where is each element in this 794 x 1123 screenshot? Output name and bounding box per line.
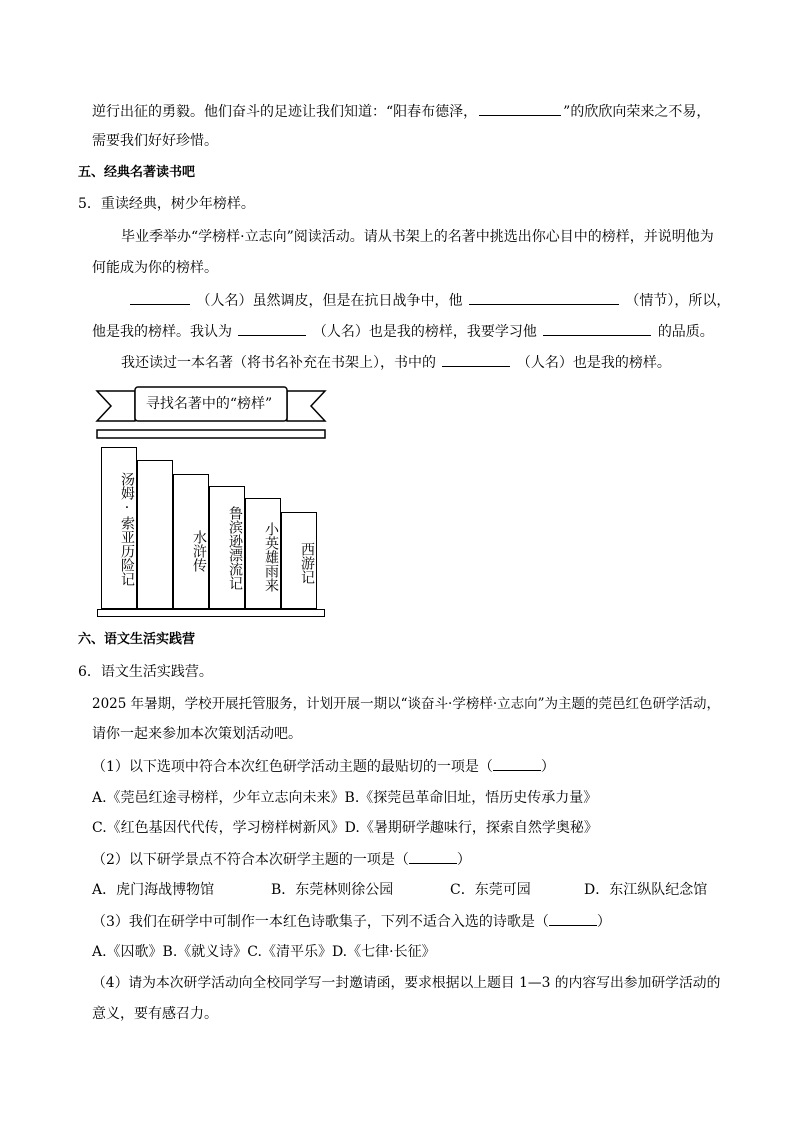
book-spine bbox=[245, 498, 281, 609]
book-spine bbox=[101, 447, 137, 609]
paragraph-line: 何能成为你的榜样。 bbox=[92, 260, 218, 276]
text: 我还读过一本名著（将书名补充在书架上），书中的 bbox=[121, 355, 436, 371]
book-title bbox=[138, 469, 172, 599]
book-spine bbox=[281, 512, 317, 609]
options-line: C.《红色基因代代传，学习榜样树新风》D.《暑期研学趣味行，探索自然学奥秘》 bbox=[92, 820, 598, 836]
book-title: 西游记 bbox=[299, 542, 315, 584]
sub-question bbox=[92, 849, 471, 870]
options-line: A.《莞邑红途寻榜样，少年立志向未来》B.《探莞邑革命旧址，悟历史传承力量》 bbox=[92, 790, 598, 806]
text: （1）以下选项中符合本次红色研学活动主题的最贴切的一项是（ bbox=[92, 759, 493, 775]
book-spine bbox=[173, 474, 209, 609]
text: 的品质。 bbox=[657, 324, 714, 340]
text: ”的欣欣向荣来之不易， bbox=[563, 104, 711, 120]
text: 他是我的榜样。我认为 bbox=[92, 324, 232, 340]
book-title: 鲁滨逊漂流记 bbox=[227, 506, 243, 590]
text: （人名）也是我的榜样，我要学习他 bbox=[312, 324, 537, 340]
answer-blank[interactable] bbox=[549, 911, 597, 926]
answer-blank[interactable] bbox=[493, 756, 541, 771]
text: （情节），所以， bbox=[625, 293, 731, 309]
question-title: 6．语文生活实践营。 bbox=[78, 664, 213, 680]
option-a[interactable]: A．虎门海战博物馆 bbox=[92, 882, 215, 898]
option-d[interactable]: D．东江纵队纪念馆 bbox=[584, 882, 708, 898]
answer-blank[interactable] bbox=[543, 321, 651, 336]
book-spine-blank[interactable] bbox=[137, 460, 173, 609]
sub-question: （4）请为本次研学活动向全校同学写一封邀请函，要求根据以上题目 1—3 的内容写出参加研学活动的 bbox=[92, 975, 721, 991]
paragraph-line: 需要我们好好珍惜。 bbox=[92, 133, 218, 149]
text: ） bbox=[596, 914, 611, 930]
answer-blank[interactable] bbox=[469, 290, 619, 305]
banner-title: 寻找名著中的“榜样” bbox=[145, 396, 273, 412]
answer-blank[interactable] bbox=[479, 101, 561, 116]
book-title: 汤姆·索亚历险记 bbox=[119, 472, 135, 586]
paragraph-line bbox=[92, 101, 710, 122]
text: 逆行出征的勇毅。他们奋斗的足迹让我们知道：“阳春布德泽， bbox=[92, 104, 478, 120]
text: （人名）虽然调皮，但是在抗日战争中，他 bbox=[196, 293, 463, 309]
section-heading: 五、经典名著读书吧 bbox=[78, 165, 196, 180]
paragraph-line: 2025 年暑期，学校开展托管服务，计划开展一期以“谈奋斗·学榜样·立志向”为主题的莞邑红色研学活动， bbox=[92, 696, 721, 712]
sub-question bbox=[92, 756, 555, 777]
question-title: 5．重读经典，树少年榜样。 bbox=[78, 196, 255, 212]
answer-blank[interactable] bbox=[130, 290, 190, 305]
options-line: A.《囚歌》B.《就义诗》C.《清平乐》D.《七律·长征》 bbox=[92, 944, 436, 960]
text: ） bbox=[540, 759, 555, 775]
fill-line bbox=[121, 352, 671, 373]
bookshelf-illustration bbox=[95, 383, 327, 619]
book-title: 小英雄雨来 bbox=[263, 521, 279, 592]
book-title: 水浒传 bbox=[191, 530, 207, 572]
paragraph-line: 请你一起来参加本次策划活动吧。 bbox=[92, 726, 302, 742]
book-spine bbox=[209, 486, 245, 609]
option-b[interactable]: B．东莞林则徐公园 bbox=[271, 882, 394, 898]
sub-question bbox=[92, 911, 611, 932]
paragraph-line: 意义，要有感召力。 bbox=[92, 1006, 218, 1022]
shelf-board bbox=[97, 609, 325, 617]
fill-line bbox=[92, 321, 714, 342]
paragraph-line: 毕业季举办“学榜样·立志向”阅读活动。请从书架上的名著中挑选出你心目中的榜样，并说明他为 bbox=[121, 229, 714, 245]
fill-line bbox=[128, 290, 730, 311]
option-c[interactable]: C．东莞可园 bbox=[450, 882, 531, 898]
answer-blank[interactable] bbox=[238, 321, 306, 336]
answer-blank[interactable] bbox=[409, 849, 457, 864]
text: （3）我们在研学中可制作一本红色诗歌集子，下列不适合入选的诗歌是（ bbox=[92, 914, 549, 930]
section-heading: 六、语文生活实践营 bbox=[78, 632, 196, 647]
text: （2）以下研学景点不符合本次研学主题的一项是（ bbox=[92, 852, 409, 868]
answer-blank[interactable] bbox=[442, 352, 510, 367]
text: ） bbox=[456, 852, 471, 868]
text: （人名）也是我的榜样。 bbox=[516, 355, 671, 371]
